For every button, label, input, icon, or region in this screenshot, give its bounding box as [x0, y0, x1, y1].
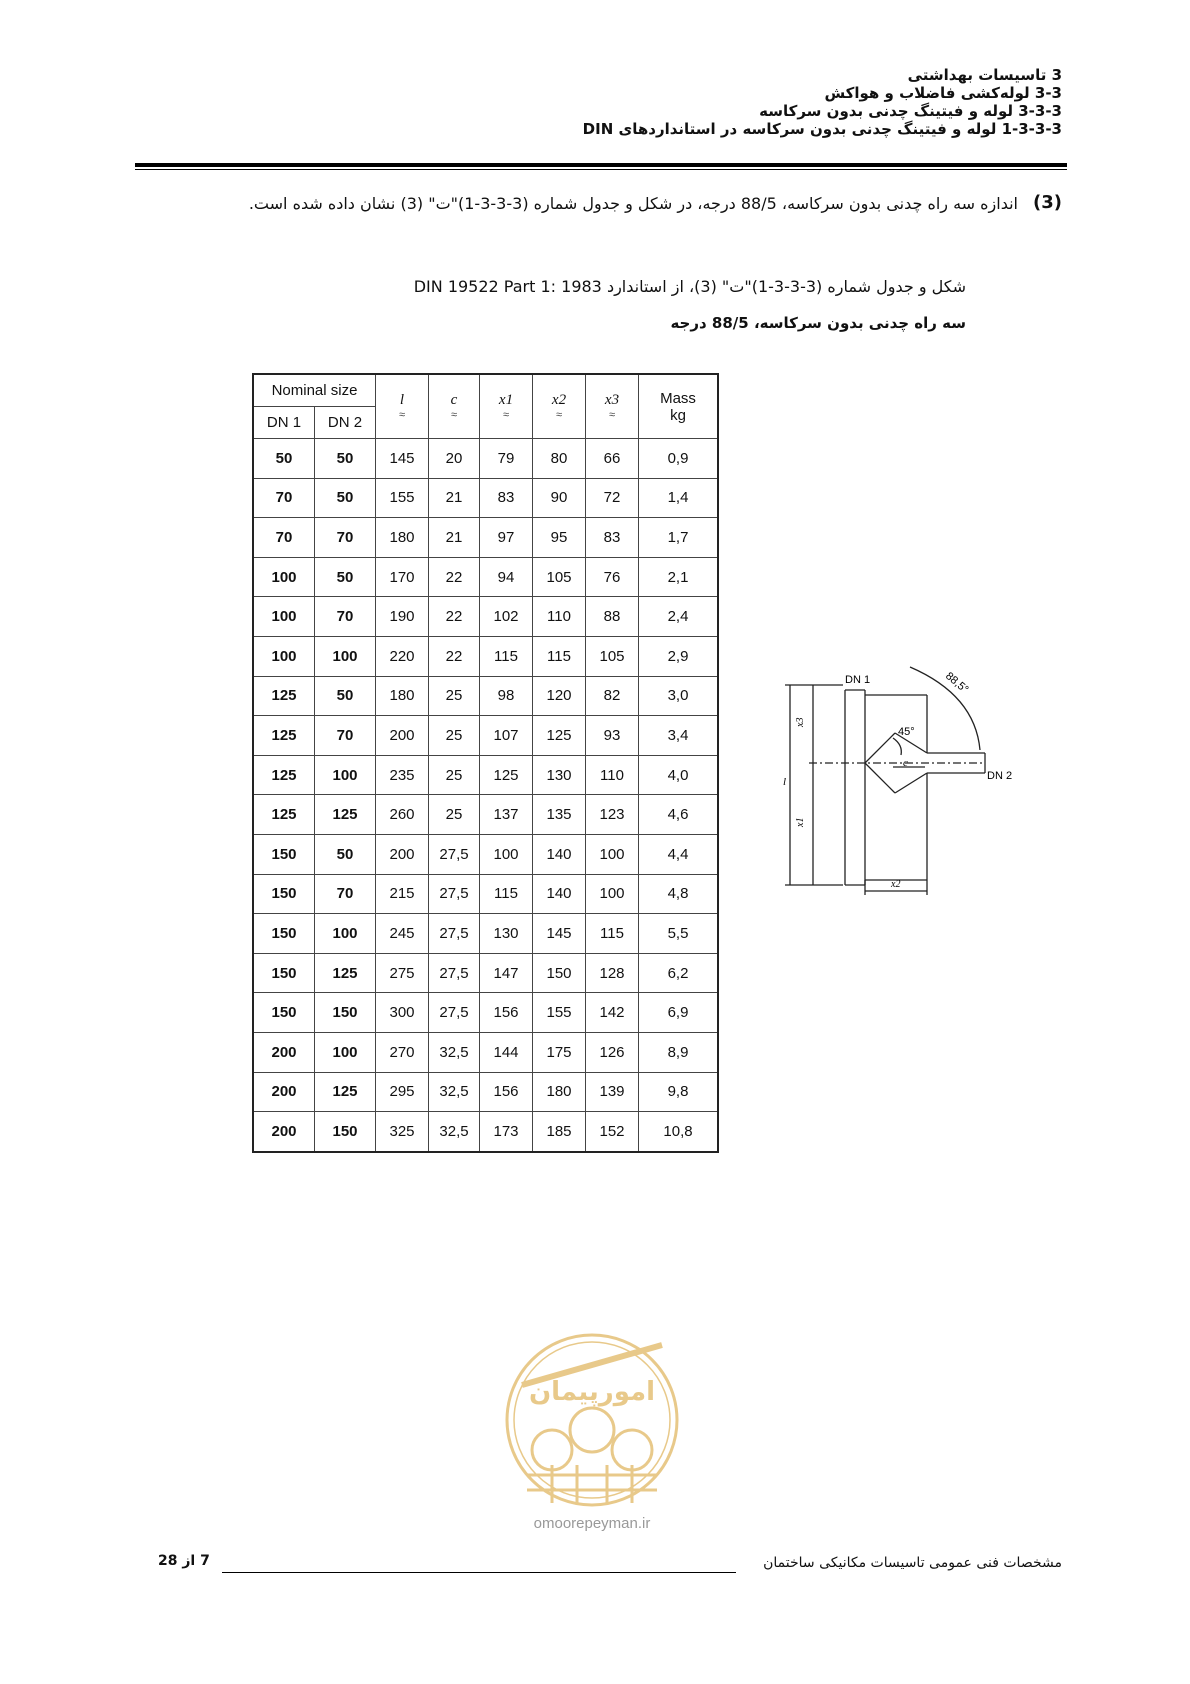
c-cell: 25	[429, 676, 480, 716]
l-cell: 275	[376, 953, 429, 993]
l-cell: 270	[376, 1032, 429, 1072]
x3-cell: 105	[586, 636, 639, 676]
tee-diagram	[775, 655, 1015, 895]
c-cell: 20	[429, 439, 480, 479]
x3-cell: 93	[586, 716, 639, 756]
table-row	[253, 1032, 718, 1072]
mass-cell: 4,8	[639, 874, 719, 914]
x1-cell: 156	[480, 1072, 533, 1112]
dn1-cell: 100	[253, 557, 315, 597]
c-header	[429, 374, 480, 439]
table-row	[253, 1112, 718, 1152]
dn1-cell: 125	[253, 676, 315, 716]
x1-cell: 125	[480, 755, 533, 795]
header-line-2: 3-3 لوله‌کشی فاضلاب و هواکش	[824, 84, 1062, 102]
figure-caption: شکل و جدول شماره (3-3-3-1)"ت" (3)، از استاندارد 1983 :DIN 19522 Part 1	[413, 277, 966, 296]
mass-cell: 5,5	[639, 914, 719, 954]
x3-cell: 139	[586, 1072, 639, 1112]
x3-cell: 152	[586, 1112, 639, 1152]
dn2-cell: 50	[315, 478, 376, 518]
l-cell: 155	[376, 478, 429, 518]
l-cell: 145	[376, 439, 429, 479]
footer-title: مشخصات فنی عمومی تاسیسات مکانیکی ساختمان	[763, 1555, 1062, 1571]
angle-885-label: 88,5°	[943, 670, 971, 696]
dn2-header: DN 2	[315, 407, 376, 439]
dn2-cell: 150	[315, 993, 376, 1033]
approx-symbol: ≈	[450, 409, 458, 421]
section-header	[583, 66, 1062, 138]
table-row	[253, 795, 718, 835]
c-cell: 22	[429, 557, 480, 597]
c-dim-label: c	[903, 757, 908, 769]
x3-cell: 110	[586, 755, 639, 795]
x2-header	[533, 374, 586, 439]
angle-45-label: 45°	[898, 726, 915, 738]
dn2-cell: 50	[315, 557, 376, 597]
x2-cell: 95	[533, 518, 586, 558]
x2-cell: 80	[533, 439, 586, 479]
approx-symbol: ≈	[608, 409, 616, 421]
dn1-cell: 150	[253, 914, 315, 954]
header-line-3: 3-3-3 لوله و فیتینگ چدنی بدون سرکاسه	[759, 102, 1062, 120]
l-cell: 295	[376, 1072, 429, 1112]
mass-cell: 2,9	[639, 636, 719, 676]
mass-cell: 0,9	[639, 439, 719, 479]
c-cell: 32,5	[429, 1072, 480, 1112]
logo-url: omoorepeyman.ir	[533, 1515, 651, 1532]
table-body	[253, 439, 718, 1152]
header-line-4: 1-3-3-3 لوله و فیتینگ چدنی بدون سرکاسه در استانداردهای DIN	[582, 120, 1062, 138]
c-cell: 27,5	[429, 834, 480, 874]
dn2-cell: 150	[315, 1112, 376, 1152]
x3-cell: 88	[586, 597, 639, 637]
x3-cell: 126	[586, 1032, 639, 1072]
x1-label: x1	[498, 392, 514, 408]
x2-cell: 145	[533, 914, 586, 954]
l-cell: 170	[376, 557, 429, 597]
mass-cell: 3,4	[639, 716, 719, 756]
x2-cell: 135	[533, 795, 586, 835]
table-row	[253, 597, 718, 637]
x3-cell: 100	[586, 874, 639, 914]
c-cell: 21	[429, 478, 480, 518]
figure-subcaption: سه راه چدنی بدون سرکاسه، 88/5 درجه	[670, 314, 966, 332]
x2-cell: 120	[533, 676, 586, 716]
l-cell: 245	[376, 914, 429, 954]
x1-cell: 98	[480, 676, 533, 716]
nominal-size-header: Nominal size	[253, 374, 376, 407]
mass-cell: 4,4	[639, 834, 719, 874]
x1-cell: 115	[480, 636, 533, 676]
l-cell: 180	[376, 518, 429, 558]
x1-cell: 83	[480, 478, 533, 518]
x2-cell: 140	[533, 834, 586, 874]
x3-label: x3	[604, 392, 620, 408]
dn2-cell: 70	[315, 518, 376, 558]
l-cell: 200	[376, 716, 429, 756]
mass-cell: 9,8	[639, 1072, 719, 1112]
mass-label: Mass	[660, 389, 696, 407]
dn1-cell: 200	[253, 1112, 315, 1152]
footer-rule	[222, 1572, 736, 1573]
table-row	[253, 676, 718, 716]
x2-cell: 115	[533, 636, 586, 676]
paragraph-number: (3)	[1033, 192, 1062, 213]
approx-symbol: ≈	[502, 409, 510, 421]
x2-cell: 90	[533, 478, 586, 518]
mass-cell: 6,9	[639, 993, 719, 1033]
mass-unit: kg	[670, 406, 686, 424]
x3-cell: 115	[586, 914, 639, 954]
x2-label: x2	[551, 392, 567, 408]
x2-cell: 185	[533, 1112, 586, 1152]
l-cell: 300	[376, 993, 429, 1033]
x2-cell: 125	[533, 716, 586, 756]
dn2-cell: 50	[315, 834, 376, 874]
dn1-cell: 200	[253, 1072, 315, 1112]
c-cell: 22	[429, 636, 480, 676]
l-cell: 200	[376, 834, 429, 874]
dn2-label: DN 2	[987, 770, 1013, 782]
mass-cell: 8,9	[639, 1032, 719, 1072]
l-cell: 215	[376, 874, 429, 914]
c-cell: 25	[429, 795, 480, 835]
x2-dim-label: x2	[891, 879, 901, 890]
x1-cell: 107	[480, 716, 533, 756]
l-label: l	[399, 392, 405, 408]
header-rule-thin	[135, 169, 1067, 170]
dn1-cell: 150	[253, 953, 315, 993]
x3-cell: 142	[586, 993, 639, 1033]
c-cell: 22	[429, 597, 480, 637]
dn2-cell: 100	[315, 755, 376, 795]
table-header-row	[253, 374, 718, 407]
l-cell: 220	[376, 636, 429, 676]
x1-cell: 137	[480, 795, 533, 835]
table-row	[253, 834, 718, 874]
dn1-cell: 50	[253, 439, 315, 479]
c-cell: 32,5	[429, 1112, 480, 1152]
approx-symbol: ≈	[555, 409, 563, 421]
dn2-cell: 70	[315, 874, 376, 914]
table-row	[253, 755, 718, 795]
dn1-cell: 70	[253, 478, 315, 518]
dn2-cell: 50	[315, 439, 376, 479]
x1-cell: 156	[480, 993, 533, 1033]
x2-cell: 155	[533, 993, 586, 1033]
dn1-cell: 150	[253, 993, 315, 1033]
table-row	[253, 914, 718, 954]
dn2-cell: 70	[315, 716, 376, 756]
x3-cell: 76	[586, 557, 639, 597]
x3-dim-label: x3	[795, 717, 806, 727]
paragraph-text: اندازه سه راه چدنی بدون سرکاسه، 88/5 درجه، در شکل و جدول شماره (3-3-3-1)"ت" (3) نشان داده شده است.	[248, 194, 1018, 213]
table-row	[253, 478, 718, 518]
table-row	[253, 716, 718, 756]
header-line-1: 3 تاسیسات بهداشتی	[907, 66, 1062, 84]
c-cell: 25	[429, 755, 480, 795]
table-row	[253, 518, 718, 558]
table-row	[253, 636, 718, 676]
table-row	[253, 557, 718, 597]
mass-cell: 1,7	[639, 518, 719, 558]
mass-cell: 4,6	[639, 795, 719, 835]
c-label: c	[450, 392, 458, 408]
l-header	[376, 374, 429, 439]
mass-cell: 6,2	[639, 953, 719, 993]
dn2-cell: 125	[315, 953, 376, 993]
dn1-cell: 125	[253, 755, 315, 795]
x3-cell: 72	[586, 478, 639, 518]
table-row	[253, 993, 718, 1033]
x3-cell: 66	[586, 439, 639, 479]
x1-cell: 147	[480, 953, 533, 993]
table-row	[253, 1072, 718, 1112]
header-rule-thick	[135, 163, 1067, 167]
dn1-cell: 200	[253, 1032, 315, 1072]
mass-cell: 1,4	[639, 478, 719, 518]
x1-cell: 115	[480, 874, 533, 914]
dn1-label: DN 1	[845, 674, 871, 686]
c-cell: 25	[429, 716, 480, 756]
dn1-cell: 150	[253, 874, 315, 914]
dn2-cell: 125	[315, 1072, 376, 1112]
omoorepeyman-logo	[492, 1325, 692, 1535]
approx-symbol: ≈	[398, 409, 406, 421]
x2-cell: 110	[533, 597, 586, 637]
x1-dim-label: x1	[795, 817, 806, 827]
x3-cell: 82	[586, 676, 639, 716]
x1-cell: 94	[480, 557, 533, 597]
dn2-cell: 70	[315, 597, 376, 637]
x1-cell: 144	[480, 1032, 533, 1072]
mass-cell: 4,0	[639, 755, 719, 795]
x1-cell: 102	[480, 597, 533, 637]
x3-cell: 83	[586, 518, 639, 558]
x2-cell: 175	[533, 1032, 586, 1072]
dn1-cell: 150	[253, 834, 315, 874]
dn1-cell: 125	[253, 716, 315, 756]
l-cell: 190	[376, 597, 429, 637]
x1-cell: 79	[480, 439, 533, 479]
dn2-cell: 100	[315, 1032, 376, 1072]
c-cell: 32,5	[429, 1032, 480, 1072]
table-row	[253, 953, 718, 993]
x1-header	[480, 374, 533, 439]
c-cell: 27,5	[429, 874, 480, 914]
x1-cell: 100	[480, 834, 533, 874]
mass-cell: 3,0	[639, 676, 719, 716]
table-row	[253, 874, 718, 914]
c-cell: 27,5	[429, 914, 480, 954]
l-cell: 325	[376, 1112, 429, 1152]
x2-cell: 130	[533, 755, 586, 795]
dn1-cell: 70	[253, 518, 315, 558]
x2-cell: 105	[533, 557, 586, 597]
table-row	[253, 439, 718, 479]
dn2-cell: 100	[315, 636, 376, 676]
page-number: 7 از 28	[158, 1553, 210, 1569]
l-cell: 235	[376, 755, 429, 795]
x2-cell: 150	[533, 953, 586, 993]
x3-cell: 123	[586, 795, 639, 835]
l-cell: 180	[376, 676, 429, 716]
l-cell: 260	[376, 795, 429, 835]
dn1-cell: 125	[253, 795, 315, 835]
x2-cell: 180	[533, 1072, 586, 1112]
dn1-header: DN 1	[253, 407, 315, 439]
x3-header	[586, 374, 639, 439]
mass-header	[639, 374, 719, 439]
dn2-cell: 50	[315, 676, 376, 716]
c-cell: 27,5	[429, 953, 480, 993]
dn1-cell: 100	[253, 597, 315, 637]
dn2-cell: 100	[315, 914, 376, 954]
dn2-cell: 125	[315, 795, 376, 835]
mass-cell: 2,4	[639, 597, 719, 637]
dimensions-table	[252, 373, 719, 1153]
dn1-cell: 100	[253, 636, 315, 676]
x3-cell: 128	[586, 953, 639, 993]
x1-cell: 130	[480, 914, 533, 954]
x3-cell: 100	[586, 834, 639, 874]
c-cell: 21	[429, 518, 480, 558]
mass-cell: 10,8	[639, 1112, 719, 1152]
mass-cell: 2,1	[639, 557, 719, 597]
x2-cell: 140	[533, 874, 586, 914]
c-cell: 27,5	[429, 993, 480, 1033]
logo-text: امورپیمان	[528, 1377, 656, 1407]
x1-cell: 97	[480, 518, 533, 558]
x1-cell: 173	[480, 1112, 533, 1152]
l-dim-label: l	[783, 776, 787, 788]
